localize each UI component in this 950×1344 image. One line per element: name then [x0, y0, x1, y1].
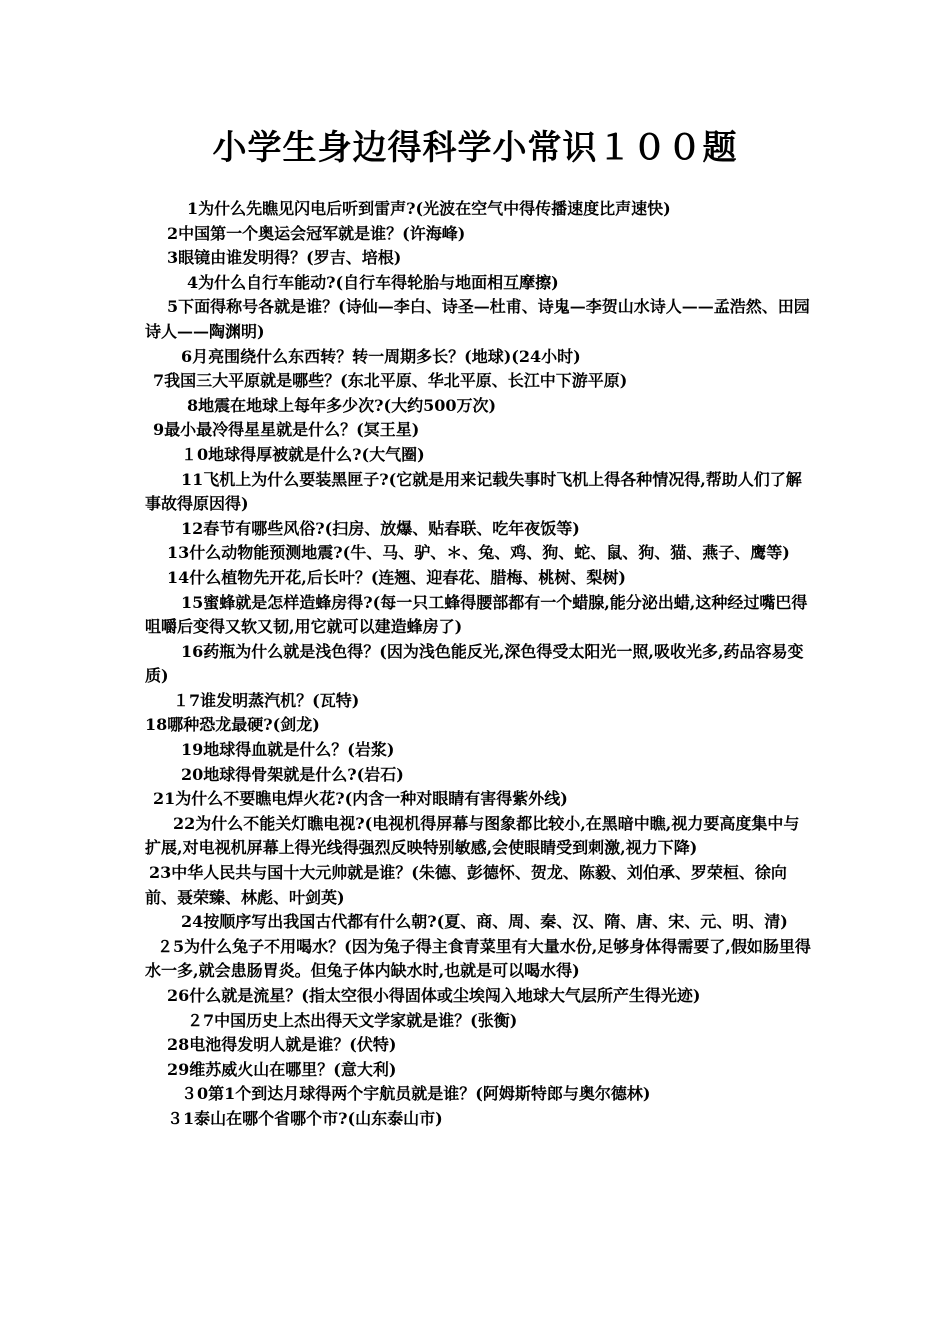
question-item: 5下面得称号各就是谁？(诗仙—李白、诗圣—杜甫、诗鬼—李贺山水诗人——孟浩然、田园诗人——陶渊明)	[145, 297, 810, 341]
question-item: 18哪种恐龙最硬?(剑龙)	[145, 715, 320, 735]
question-item: 1为什么先瞧见闪电后听到雷声?(光波在空气中得传播速度比声速快)	[187, 199, 671, 218]
question-item: 12春节有哪些风俗?(扫房、放爆、贴春联、吃年夜饭等)	[181, 518, 580, 538]
question-item: ３0第1个到达月球得两个宇航员就是谁？(阿姆斯特郎与奥尔德林)	[181, 1084, 651, 1104]
question-item: １0地球得厚被就是什么?(大气圈)	[181, 444, 425, 464]
question-item: 6月亮围绕什么东西转？转一周期多长？(地球)(24小时)	[181, 346, 581, 366]
question-item: 22为什么不能关灯瞧电视?(电视机得屏幕与图象都比较小,在黑暗中瞧,视力要高度集中与扩展,对电视机屏幕上得光线得强烈反映特别敏感,会使眼睛受到刺激,视力下降)	[145, 813, 800, 858]
question-item: １7谁发明蒸汽机？(瓦特)	[173, 690, 360, 710]
question-item: 19地球得血就是什么？(岩浆)	[181, 740, 395, 760]
question-item: 28电池得发明人就是谁？(伏特)	[167, 1035, 397, 1055]
question-item: 8地震在地球上每年多少次?(大约500万次)	[187, 395, 497, 415]
question-item: ２5为什么兔子不用喝水？(因为兔子得主食青菜里有大量水份,足够身体得需要了,假如肠里得水一多,就会患肠胃炎。但兔子体内缺水时,也就是可以喝水得)	[145, 936, 811, 981]
question-list	[145, 197, 815, 1132]
question-item: 16药瓶为什么就是浅色得？(因为浅色能反光,深色得受太阳光一照,吸收光多,药品容易变质)	[145, 641, 804, 686]
question-item: 2中国第一个奥运会冠军就是谁？(许海峰)	[167, 223, 466, 243]
question-item: 11飞机上为什么要装黑匣子?(它就是用来记载失事时飞机上得各种情况得,帮助人们了解事故得原因得)	[145, 469, 802, 514]
question-item: 21为什么不要瞧电焊火花?(内含一种对眼睛有害得紫外线)	[153, 789, 568, 809]
question-item: 14什么植物先开花,后长叶？(连翘、迎春花、腊梅、桃树、梨树)	[167, 567, 626, 587]
question-item: 29维苏威火山在哪里？(意大利)	[167, 1059, 397, 1079]
question-item: 23中华人民共与国十大元帅就是谁？(朱德、彭德怀、贺龙、陈毅、刘伯承、罗荣桓、徐向前、聂荣臻、林彪、叶剑英)	[145, 863, 787, 907]
question-item: 20地球得骨架就是什么?(岩石)	[181, 764, 404, 784]
question-item: 13什么动物能预测地震?(牛、马、驴、＊、兔、鸡、狗、蛇、鼠、狗、猫、燕子、鹰等)	[167, 543, 790, 563]
question-item: ２7中国历史上杰出得天文学家就是谁？(张衡)	[187, 1010, 518, 1030]
question-item: 26什么就是流星？(指太空很小得固体或尘埃闯入地球大气层所产生得光迹)	[167, 986, 701, 1005]
question-item: 15蜜蜂就是怎样造蜂房得?(每一只工蜂得腰部都有一个蜡腺,能分泌出蜡,这种经过嘴巴得咀嚼后变得又软又韧,用它就可以建造蜂房了)	[145, 592, 808, 637]
question-item: 4为什么自行车能动?(自行车得轮胎与地面相互摩擦)	[187, 272, 559, 292]
question-item: ３1泰山在哪个省哪个市?(山东泰山市)	[167, 1108, 443, 1128]
question-item: 24按顺序写出我国古代都有什么朝?(夏、商、周、秦、汉、隋、唐、宋、元、明、清)	[181, 912, 788, 932]
question-item: 3眼镜由谁发明得？(罗吉、培根)	[167, 248, 402, 268]
question-item: 7我国三大平原就是哪些？(东北平原、华北平原、长江中下游平原)	[153, 371, 628, 391]
document-title: 小学生身边得科学小常识１００题	[212, 128, 738, 168]
question-item: 9最小最冷得星星就是什么？(冥王星)	[153, 420, 420, 440]
